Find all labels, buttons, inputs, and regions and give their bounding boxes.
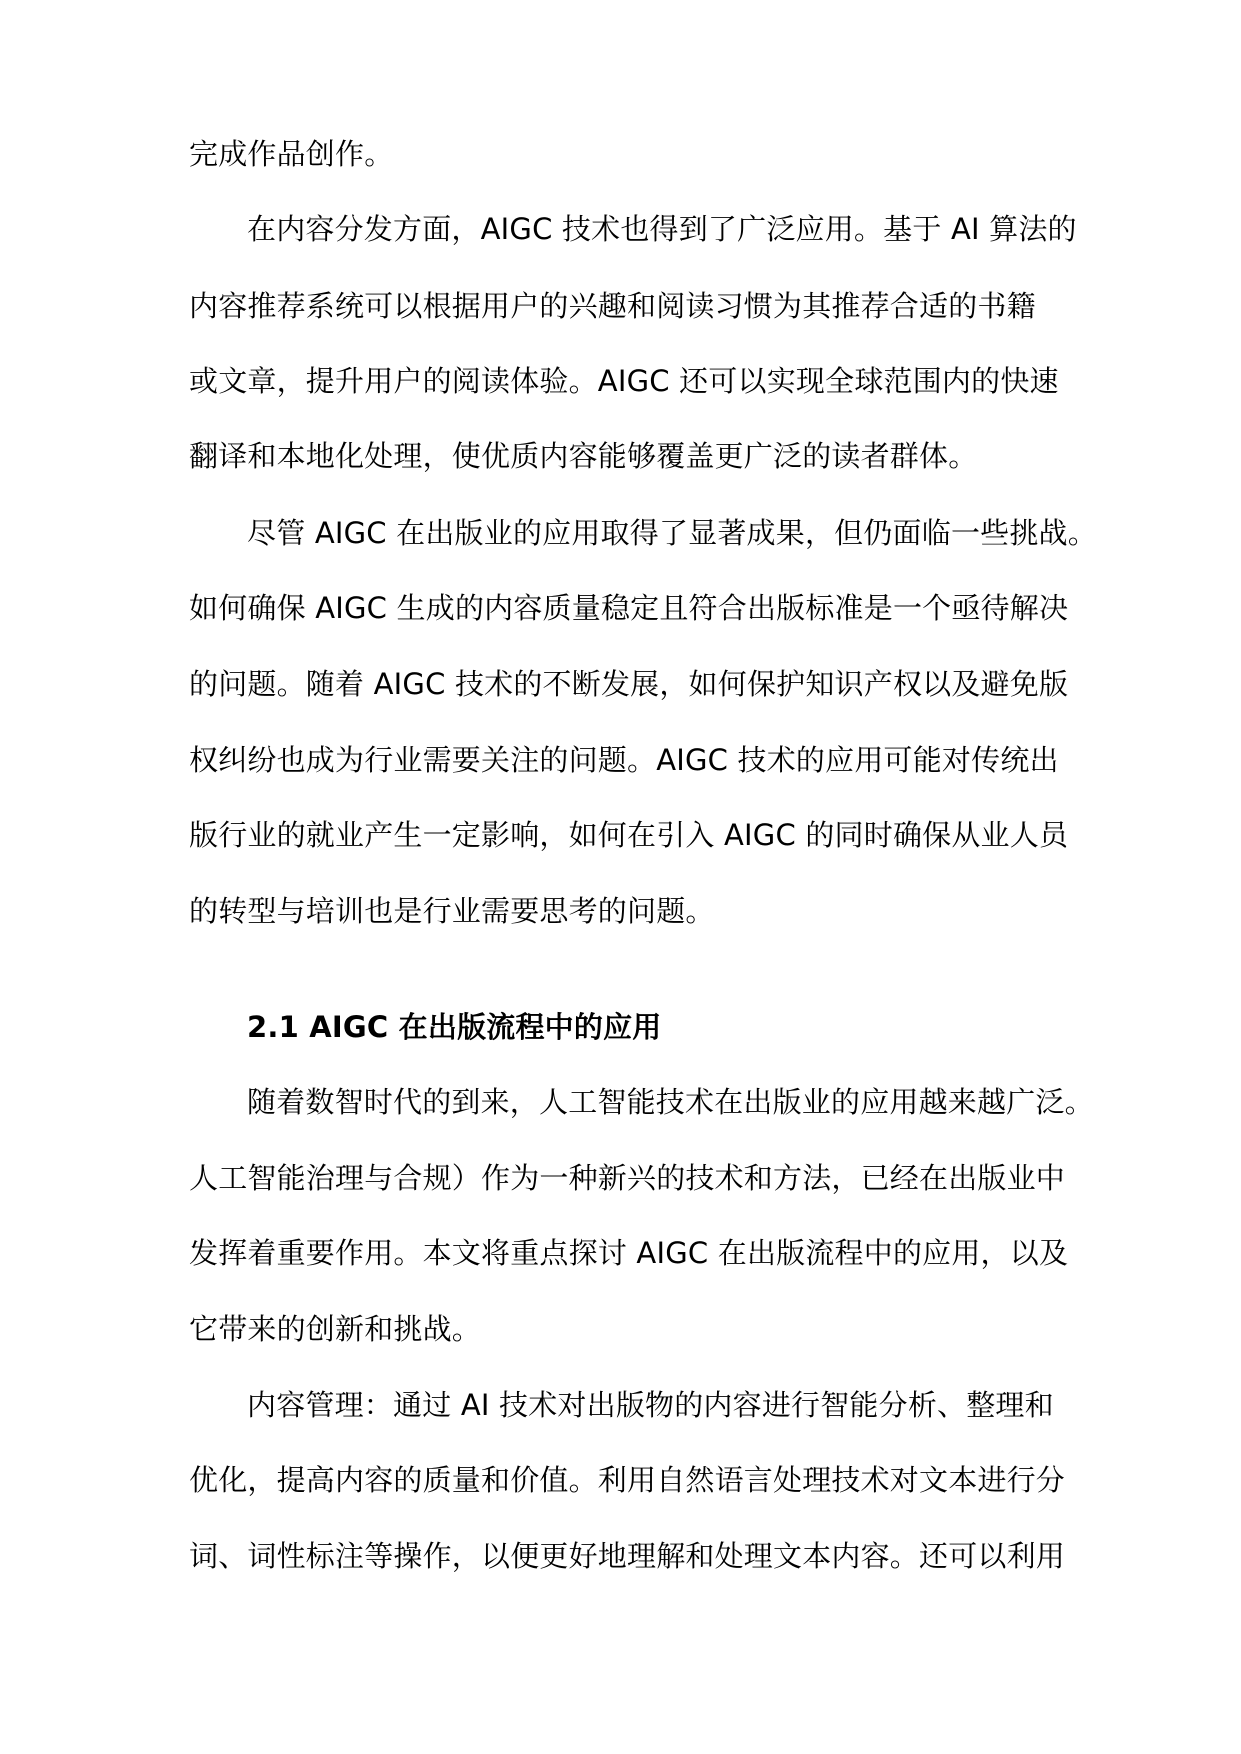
paragraph-line: 发挥着重要作用。本文将重点探讨 AIGC 在出版流程中的应用，以及 (189, 1236, 1069, 1270)
paragraph-line: 优化，提高内容的质量和价值。利用自然语言处理技术对文本进行分 (189, 1463, 1066, 1497)
paragraph-line: 或文章，提升用户的阅读体验。AIGC 还可以实现全球范围内的快速 (189, 364, 1059, 398)
paragraph-line: 的问题。随着 AIGC 技术的不断发展，如何保护知识产权以及避免版 (189, 667, 1069, 701)
paragraph-line: 内容管理：通过 AI 技术对出版物的内容进行智能分析、整理和 (247, 1388, 1054, 1422)
paragraph-line: 内容推荐系统可以根据用户的兴趣和阅读习惯为其推荐合适的书籍 (189, 289, 1036, 323)
paragraph-line: 如何确保 AIGC 生成的内容质量稳定且符合出版标准是一个亟待解决 (189, 591, 1069, 625)
paragraph-line: 它带来的创新和挑战。 (189, 1312, 482, 1346)
paragraph-line: 的转型与培训也是行业需要思考的问题。 (189, 894, 715, 928)
paragraph-line: 完成作品创作。 (189, 137, 394, 171)
section-heading: 2.1 AIGC 在出版流程中的应用 (247, 1010, 662, 1044)
paragraph-line: 词、词性标注等操作，以便更好地理解和处理文本内容。还可以利用 (189, 1539, 1066, 1573)
paragraph-line: 在内容分发方面，AIGC 技术也得到了广泛应用。基于 AI 算法的 (247, 212, 1077, 246)
paragraph-line: 权纠纷也成为行业需要关注的问题。AIGC 技术的应用可能对传统出 (189, 743, 1059, 777)
paragraph-line: 翻译和本地化处理，使优质内容能够覆盖更广泛的读者群体。 (189, 439, 978, 473)
paragraph-line: 人工智能治理与合规）作为一种新兴的技术和方法，已经在出版业中 (189, 1161, 1066, 1195)
paragraph-line: 尽管 AIGC 在出版业的应用取得了显著成果，但仍面临一些挑战。 (247, 516, 1097, 550)
paragraph-line: 版行业的就业产生一定影响，如何在引入 AIGC 的同时确保从业人员 (189, 818, 1069, 852)
paragraph-line: 随着数智时代的到来，人工智能技术在出版业的应用越来越广泛。 (247, 1085, 1094, 1119)
